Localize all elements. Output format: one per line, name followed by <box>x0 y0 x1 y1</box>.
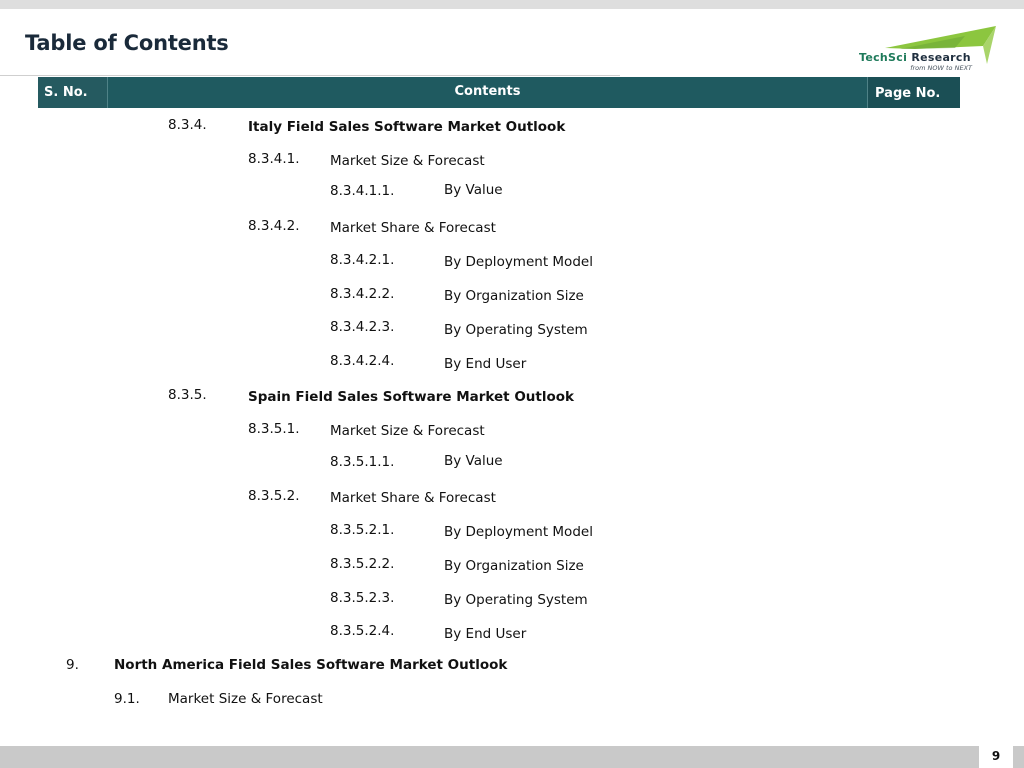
header-sno: S. No. <box>38 77 107 108</box>
entry-number: 9.1. <box>114 691 140 707</box>
title-divider <box>0 75 620 76</box>
entry-number: 8.3.5.1. <box>248 421 300 437</box>
entry-number: 8.3.4.1.1. <box>330 183 395 199</box>
entry-number: 8.3.5.2.3. <box>330 590 395 606</box>
entry-number: 8.3.4.1. <box>248 151 300 167</box>
bottom-bar <box>0 746 1024 768</box>
entry-title: By Value <box>444 182 503 198</box>
toc-entry[interactable] <box>0 218 1024 240</box>
entry-number: 8.3.4.2.3. <box>330 319 395 335</box>
header-contents: Contents <box>454 84 521 99</box>
logo-wordmark-part2: Research <box>911 51 971 64</box>
toc-entry[interactable] <box>0 117 1024 139</box>
entry-title: North America Field Sales Software Market Outlook <box>114 657 508 673</box>
toc-entry[interactable] <box>0 421 1024 443</box>
entry-title: Market Size & Forecast <box>330 153 485 169</box>
toc-entry[interactable] <box>0 556 1024 578</box>
entry-title: By Value <box>444 453 503 469</box>
entry-title: By Organization Size <box>444 288 584 304</box>
page-number: 9 <box>979 746 1013 768</box>
entry-number: 8.3.4.2.1. <box>330 252 395 268</box>
entry-number: 8.3.4.2.2. <box>330 286 395 302</box>
toc-entry[interactable] <box>0 454 1024 476</box>
entry-title: By Operating System <box>444 322 588 338</box>
toc-entry[interactable] <box>0 387 1024 409</box>
entry-number: 9. <box>66 657 79 673</box>
entry-title: By Deployment Model <box>444 254 593 270</box>
toc-entry[interactable] <box>0 183 1024 205</box>
logo-wordmark-part1: TechSci <box>859 51 908 64</box>
entry-title: Market Size & Forecast <box>330 423 485 439</box>
toc-entry[interactable] <box>0 623 1024 645</box>
entry-title: By Operating System <box>444 592 588 608</box>
entry-number: 8.3.5.2. <box>248 488 300 504</box>
entry-title: By Deployment Model <box>444 524 593 540</box>
toc-entry[interactable] <box>0 353 1024 375</box>
techsci-logo <box>855 24 1000 74</box>
toc-entry[interactable] <box>0 319 1024 341</box>
toc-entry[interactable] <box>0 522 1024 544</box>
toc-entry[interactable] <box>0 691 1024 713</box>
entry-title: Market Share & Forecast <box>330 220 496 236</box>
entry-number: 8.3.5.1.1. <box>330 454 395 470</box>
logo-wordmark <box>859 51 971 64</box>
entry-number: 8.3.5.2.4. <box>330 623 395 639</box>
entry-title: By End User <box>444 626 527 642</box>
toc-entry[interactable] <box>0 488 1024 510</box>
toc-entry[interactable] <box>0 657 1024 679</box>
toc-entry[interactable] <box>0 286 1024 308</box>
toc-entry[interactable] <box>0 590 1024 612</box>
header-page-no: Page No. <box>868 77 960 108</box>
entry-number: 8.3.5. <box>168 387 207 403</box>
entry-title: By Organization Size <box>444 558 584 574</box>
toc-header-row <box>38 77 960 108</box>
toc-entry[interactable] <box>0 252 1024 274</box>
entry-title: Market Share & Forecast <box>330 490 496 506</box>
page-title: Table of Contents <box>25 31 229 55</box>
entry-number: 8.3.4.2.4. <box>330 353 395 369</box>
top-accent-bar <box>0 0 1024 9</box>
entry-number: 8.3.5.2.2. <box>330 556 395 572</box>
toc-entry[interactable] <box>0 151 1024 173</box>
entry-title: Italy Field Sales Software Market Outlook <box>248 119 566 135</box>
logo-tagline: from NOW to NEXT <box>910 64 972 72</box>
entry-number: 8.3.4.2. <box>248 218 300 234</box>
entry-title: Spain Field Sales Software Market Outlook <box>248 389 575 405</box>
entry-title: Market Size & Forecast <box>168 691 323 707</box>
entry-title: By End User <box>444 356 527 372</box>
entry-number: 8.3.4. <box>168 117 207 133</box>
entry-number: 8.3.5.2.1. <box>330 522 395 538</box>
